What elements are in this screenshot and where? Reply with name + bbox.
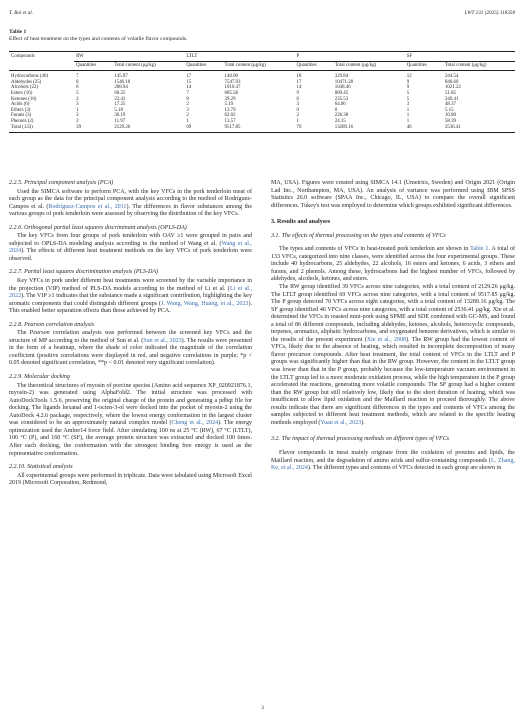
page-number: 3 <box>261 705 264 711</box>
table-cell-value: 3 <box>76 102 79 108</box>
table-cell-value: 2 <box>76 113 79 119</box>
citation-link[interactable]: Li et al., 2022 <box>9 285 253 300</box>
citation-link[interactable]: L. Zhang, Ke, et al., 2024 <box>271 457 515 472</box>
table-cell-value: 17 <box>186 74 192 80</box>
table-cell-value: 329.84 <box>334 74 349 80</box>
section-2-2-6-title: 2.2.6. Orthogonal partial least squares discriminant analysis (OPLS-DA) <box>9 224 187 231</box>
table-subheader-quantities: Quantities <box>184 61 222 71</box>
table-header-sf: SF <box>405 52 515 62</box>
table-cell-value: 288.94 <box>114 85 128 91</box>
table-cell-value: 18 <box>296 74 302 80</box>
citation-link[interactable]: Wang et al., 2024 <box>9 240 253 255</box>
table-cell-value: 2 <box>186 113 189 119</box>
section-2-2-8-title: 2.2.8. Pearson correlation analysis <box>9 321 95 328</box>
table-row <box>9 125 515 133</box>
table-subheader-total: Total content (μg/kg) <box>223 61 295 71</box>
table-cell-value: 0 <box>334 107 338 113</box>
voc-table-body <box>9 71 515 133</box>
section-2-2-6-text: The key VFCs from four groups of pork tenderloin with OAV ≥1 were grouped in pairs and subjected to OPLS-DA modeling analysis according to the method of Wang et al. (Wang et al., 2024). The effects of different heat treatment methods on the key VFCs of pork tenderloin were observed. <box>9 233 253 262</box>
right-column <box>271 180 515 473</box>
section-2-2-5-title: 2.2.5. Principal component analysis (PCA) <box>9 180 114 186</box>
table-cell-compound: Furans (3) <box>11 113 32 119</box>
section-3-1-title: 3.1. The effects of thermal processing on the types and contents of VFCs <box>271 232 446 239</box>
table-cell-compound: Total (133) <box>9 125 74 133</box>
table-cell-value: 8 <box>76 79 79 85</box>
table-cell-value: 39 <box>74 125 112 133</box>
table-cell-compound: Phenols (2) <box>11 118 34 124</box>
table-cell-value: 3 <box>186 107 189 113</box>
table-cell-value: 14 <box>186 85 192 91</box>
section-2-2-10-continued: MA, USA). Figures were created using SIMCA 14.1 (Umetrics, Sweden) and Origin 2021 (Origin Lad Inc., Northampton, MA, USA). An analysis of variance was performed using IBM SPSS Statistics 26.0 software (SPAA Inc., Chicago, IL, USA) to compare the overall significant differences. Tukey's test was employed to determine which groups exhibited significant differences. <box>271 180 515 209</box>
table-cell-value: 7 <box>186 90 189 96</box>
table-cell-value: 6 <box>76 85 79 91</box>
running-header-authors: T. Bai et al. <box>9 10 33 16</box>
table-cell-value: 7 <box>76 74 79 80</box>
table-cell-compound: Ketones (16) <box>11 96 37 102</box>
table-cell-value: 3 <box>296 102 299 108</box>
left-column <box>9 180 252 488</box>
table-cell-value: 5.18 <box>114 107 123 113</box>
table-cell-value: 9 <box>406 85 410 91</box>
table-cell-value: 1010.47 <box>224 85 241 91</box>
table-cell-value: 145.97 <box>114 74 128 80</box>
table-cell-value: 5 <box>406 90 410 96</box>
table-caption-text: Effect of heat treatment on the types and contents of volatile flavor compounds. <box>9 36 188 42</box>
table-cell-value: 1 <box>76 107 79 113</box>
section-3-1-para-1: The types and contents of VFCs in heat-treated pork tenderloin are shown in Table 1. A total of 133 VFCs, categorized into nine classes, were identified across the four experimental groups. These include 40 hydrocarbons, 25 aldehydes, 22 alcohols, 16 esters and ketones, 6 acids, 3 ethers and furans, and 2 phenols. Among these, hydrocarbons had the highest number of VFCs, followed by aldehydes, alcohols, ketones, and esters. <box>271 246 515 283</box>
table-cell-value: 11.97 <box>114 118 126 124</box>
table-cell-value: 9 <box>296 90 299 96</box>
table-cell-value: 889.45 <box>334 90 349 96</box>
table-cell-value: 846.60 <box>444 79 459 85</box>
table-cell-value: 140.00 <box>224 74 238 80</box>
table-link[interactable]: Table 1 <box>470 246 489 253</box>
table-cell-value: 1 <box>406 113 410 119</box>
table-cell-value: 46 <box>405 125 443 133</box>
citation-link[interactable]: Sun et al., 2023 <box>143 337 182 344</box>
voc-table <box>9 51 515 133</box>
table-cell-value: 2129.26 <box>112 125 184 133</box>
table-cell-value: 13289.16 <box>333 125 405 133</box>
table-cell-value: 17 <box>296 79 302 85</box>
table-cell-value: 58.39 <box>444 118 456 124</box>
table-cell-value: 1048.46 <box>334 85 351 91</box>
table-cell-value: 23.41 <box>114 96 126 102</box>
table-cell-value: 249.41 <box>444 96 459 102</box>
table-cell-value: 5.15 <box>444 107 454 113</box>
table-subheader-total: Total content (μg/kg) <box>333 61 405 71</box>
table-cell-value: 2 <box>186 102 189 108</box>
table-cell-value: 2 <box>296 113 299 119</box>
table-cell-value: 2 <box>76 118 79 124</box>
table-cell-value: 30.19 <box>114 113 126 119</box>
table-cell-value: 13.57 <box>224 118 236 124</box>
section-2-2-10-title: 2.2.10. Statistical analysis <box>9 464 73 471</box>
table-row <box>9 71 515 80</box>
table-cell-value: 60.25 <box>114 90 126 96</box>
table-label: Table 1 <box>9 29 27 35</box>
table-cell-value: 10471.28 <box>334 79 354 85</box>
table-caption <box>9 29 514 43</box>
table-cell-compound: Alcohols (22) <box>11 85 39 91</box>
table-cell-value: 69 <box>184 125 222 133</box>
table-cell-value: 0 <box>296 107 299 113</box>
table-cell-value: 3 <box>406 102 410 108</box>
table-cell-value: 48.37 <box>444 102 456 108</box>
table-cell-value: 64.06 <box>334 102 346 108</box>
section-2-2-9-text: The theoretical structures of myosin of porcine species (Amino acid sequence XP_020921876.1, myosin-2) was generated using AlphaFold2. The initial structure was processed with AutoDockTools 1.5.6, preserving the original charge of the protein and generating a pdbqt file for docking. The ligands hexanal and 1-octen-3-ol were docked into the pocket of myosin-2 using the AutoDock 4.2.6 package, respectively, where the lowest energy conformation in the largest cluster was considered to be an approximately natural complex model (Cheng et al., 2024). The energy optimization used the Amber14 force field. After simulating 100 ns at 25 °C (RW), 67 °C (LTLT), 100 °C (P), and 160 °C (SF), the average protein structure was extracted and docked 100 times. After each docking, the conformation with the strongest binding free energy is used as the representative conformation. <box>9 382 253 457</box>
section-3-1-para-2: The RW group identified 39 VFCs across nine categories, with a total content of 2129.26 μg/kg. The LTLT group identified 69 VFCs across nine categories, with a total content of 9517.85 μg/kg. The P group detected 70 VFCs across eight categories, with a total content of 13289.16 μg/kg. The SF group identified 46 VFCs across nine categories, with a total content of 2536.41 μg/kg. Xie et al. determined the VFCs in roasted mini-pork using SPME and SDE combined with GC-MS, and found a total of 86 different compounds, including aldehydes, ketones, alcohols, heterocyclic compounds, terpenes, aromatics, aliphatic hydrocarbons, and oxygenated benzene derivatives, which is similar to the results of the present experiment (Xie et al., 2008). The RW group had the lowest content of VFCs, likely due to the absence of heating, which resulted in incomplete decomposition of many flavor precursor compounds. After heat treatment, the total content of VFCs in the LTLT and P groups was significantly higher than that in the RW group. However, the content in the LTLT group was lower than that in the P group, probably because the low-temperature vacuum environment in the LTLT group led to a more moderate oxidation process, while the high temperature in the P group accelerated the reactions, generating more volatile compounds. The SF group had a higher content than the RW group but still relatively low, likely due to the short duration of heating, which was insufficient to allow lipid oxidation and the Maillard reaction to proceed thoroughly. The above results indicate that there are significant differences in the types and contents of VFCs among the samples subjected to different heat treatment methods, which are related to the specific heating methods employed (Yuan et al., 2023). <box>271 284 515 426</box>
citation-link[interactable]: Cheng et al., 2024 <box>171 420 219 427</box>
table-cell-value: 1021.22 <box>444 85 461 91</box>
table-cell-value: 15 <box>186 79 192 85</box>
section-3-title: 3. Results and analyses <box>271 219 331 226</box>
table-cell-value: 12 <box>406 74 412 80</box>
table-cell-value: 62.02 <box>224 113 236 119</box>
table-cell-value: 5.19 <box>224 102 234 108</box>
table-cell-value: 244.54 <box>444 74 459 80</box>
section-3-2-title: 3.2. The impact of thermal processing methods on different types of VFCs <box>271 436 450 443</box>
citation-link[interactable]: Rodríguez-Campos et al., 2011 <box>48 203 127 210</box>
table-subheader-total: Total content (μg/kg) <box>112 61 184 71</box>
table-cell-value: 5 <box>406 96 410 102</box>
table-cell-value: 685.58 <box>224 90 238 96</box>
table-header-rw: RW <box>74 52 184 62</box>
table-cell-value: 39.29 <box>224 96 236 102</box>
table-cell-value: 226.38 <box>334 113 349 119</box>
section-3-2-para-1: Flavor compounds in meat mainly originate from the oxidation of proteins and lipids, the Maillard reaction, and the degradation of amino acids and sulfur-containing compounds (L. Zhang, Ke, et al., 2024). The different types and contents of VFCs detected in each group are shown in <box>271 449 515 472</box>
table-cell-value: 7547.93 <box>224 79 241 85</box>
table-cell-value: 8 <box>186 96 189 102</box>
table-cell-value: 17.25 <box>114 102 126 108</box>
table-cell-value: 6 <box>296 96 299 102</box>
section-2-2-9-title: 2.2.9. Molecular docking <box>9 374 70 381</box>
table-cell-value: 9 <box>406 79 410 85</box>
table-cell-value: 5 <box>76 90 79 96</box>
table-header-p: P <box>295 52 405 62</box>
citation-link[interactable]: Yuan et al., 2023 <box>320 419 362 426</box>
table-cell-value: 1 <box>296 118 299 124</box>
section-2-2-7-title: 2.2.7. Partial least squares discrimination analysis (PLS-DA) <box>9 269 159 276</box>
citation-link[interactable]: Xie et al., 2008 <box>366 336 407 343</box>
running-header-journal: LWT 231 (2025) 118358 <box>464 10 515 16</box>
table-subheader-quantities: Quantities <box>74 61 112 71</box>
section-2-2-10-text: All experimental groups were performed in triplicate. Data were tabulated using Microsoft Excel 2019 (Microsoft Corporation, Redmond, <box>9 472 252 487</box>
table-cell-value: 14 <box>296 85 302 91</box>
table-subheader-quantities: Quantities <box>405 61 443 71</box>
table-cell-compound: Acids (6) <box>11 102 30 108</box>
table-cell-value: 9517.85 <box>223 125 295 133</box>
table-cell-compound: Aldehydes (25) <box>11 79 42 85</box>
table-cell-value: 2536.41 <box>443 125 515 133</box>
table-cell-value: 1546.10 <box>114 79 131 85</box>
table-cell-value: 13.79 <box>224 107 236 113</box>
table-cell-value: 2 <box>76 96 79 102</box>
table-cell-compound: Hydrocarbons (40) <box>11 74 49 80</box>
table-cell-value: 1 <box>186 118 189 124</box>
table-cell-value: 1 <box>406 107 410 113</box>
table-subheader-total: Total content (μg/kg) <box>443 61 515 71</box>
table-header-compounds: Compounds <box>9 52 74 62</box>
table-cell-value: 24.15 <box>334 118 346 124</box>
table-cell-value: 235.53 <box>334 96 349 102</box>
section-2-2-5-text: Used the SIMCA software to perform PCA, with the key VFCs in the pork tenderloin meat of each group as the data for the principal component analysis according to the method of Rodríguez-Campos et al. (Rodríguez-Campos et al., 2011). The differences in flavor substances among the various groups of pork tenderloin were assessed by observing the distribution of the key VFCs. <box>9 188 253 218</box>
table-cell-compound: Esters (16) <box>11 90 33 96</box>
table-subheader-quantities: Quantities <box>295 61 333 71</box>
table-header-ltlt: LTLT <box>184 52 294 62</box>
table-cell-value: 51.85 <box>444 90 456 96</box>
section-2-2-8-text: The Pearson correlation analysis was performed between the screened key VFCs and the structure of MP according to the method of Sun et al. (Sun et al., 2023). The results were presented in the form of a heatmap, where the shade of color indicated the magnitude of the correlation coefficient (positive correlations were displayed in red, and negative correlations in purple; *p < 0.05 denoted significant correlation, **p < 0.01 denoted very significant correlation). <box>9 330 253 367</box>
citation-link[interactable]: J. Wang, Wang, Huang, et al., 2023 <box>160 300 249 307</box>
table-cell-value: 1 <box>406 118 410 124</box>
table-cell-compound: Ethers (3) <box>11 107 31 113</box>
section-2-2-7-text: Key VFCs in pork under different heat treatments were screened by the variable importance in the projection (VIP) method of PLS-DA models according to the method of Li et al. (Li et al., 2022). The VIP ≥1 indicates that the substance made a significant contribution, highlighting the key aromatic components that could distinguish different groups (J. Wang, Wang, Huang, et al., 2023). This enabled better separation effects than those achieved by PCA. <box>9 278 253 315</box>
table-cell-value: 10.88 <box>444 113 456 119</box>
table-cell-value: 70 <box>295 125 333 133</box>
